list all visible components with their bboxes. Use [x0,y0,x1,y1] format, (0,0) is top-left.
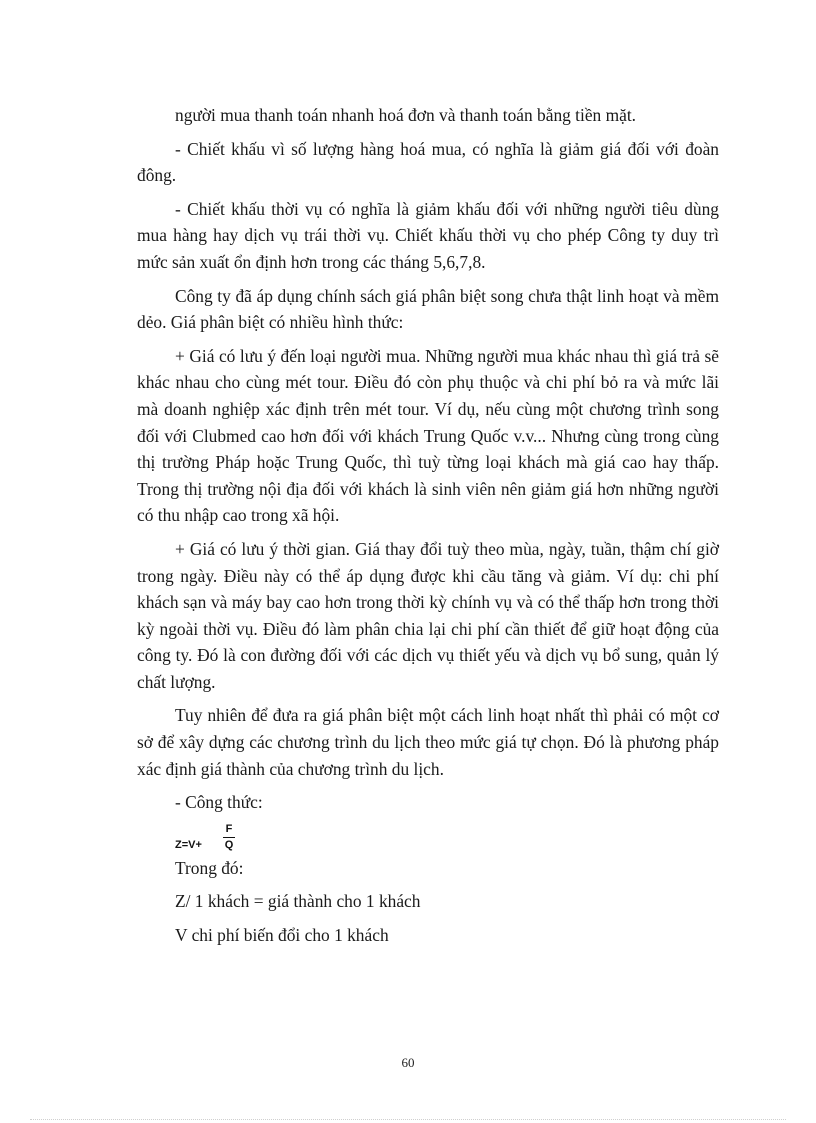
formula-lhs: Z=V+ [175,838,202,851]
formula-denominator: Q [224,838,234,851]
page-bottom-border [30,1119,786,1120]
cost-formula [175,823,719,853]
paragraph: người mua thanh toán nhanh hoá đơn và thanh toán bằng tiền mặt. [175,105,637,125]
paragraph: - Chiết khấu thời vụ có nghĩa là giảm khấu đối với những người tiêu dùng mua hàng hay dịch vụ trái thời vụ. Chiết khấu thời vụ cho phép Công ty duy trì mức sản xuất ổn định hơn trong các tháng 5,6,7,8. [137,198,719,272]
paragraph: Tuy nhiên để đưa ra giá phân biệt một cách linh hoạt nhất thì phải có một cơ sở để xây dựng các chương trình du lịch theo mức giá tự chọn. Đó là phương pháp xác định giá thành của chương trình du lịch. [137,705,719,779]
paragraph: + Giá có lưu ý thời gian. Giá thay đổi tuỳ theo mùa, ngày, tuần, thậm chí giờ trong ngày. Điều này có thể áp dụng được khi cầu tăng và giảm. Ví dụ: chi phí khách sạn và máy bay cao hơn trong thời kỳ chính vụ và có thể thấp hơn trong thời kỳ ngoài thời vụ. Điều đó làm phân chia lại chi phí cần thiết để giữ hoạt động của công ty. Đó là con đường đối với các dịch vụ thiết yếu và dịch vụ bổ sung, quản lý chất lượng. [137,538,719,692]
definition-heading: Trong đó: [175,857,244,878]
page-number: 60 [401,1055,415,1070]
paragraph: - Chiết khấu vì số lượng hàng hoá mua, có nghĩa là giảm giá đối với đoàn đông. [137,138,719,186]
formula-fraction [223,823,235,852]
fraction-bar [223,837,235,838]
document-body [137,102,719,956]
formula-numerator: F [225,822,233,835]
formula-heading: - Công thức: [175,792,263,813]
definition-line: Z/ 1 khách = giá thành cho 1 khách [175,891,421,912]
definition-line: V chi phí biến đổi cho 1 khách [175,925,389,946]
paragraph: + Giá có lưu ý đến loại người mua. Những người mua khác nhau thì giá trả sẽ khác nhau cho cùng mét tour. Điều đó còn phụ thuộc và chi phí bỏ ra và mức lãi mà doanh nghiệp xác định trên mét tour. Ví dụ, nếu cùng một chương trình song đối với Clubmed cao hơn đối với khách Trung Quốc v.v... Nhưng cùng trong cùng thị trường Pháp hoặc Trung Quốc, thì tuỳ từng loại khách mà giá cao hay thấp. Trong thị trường nội địa đối với khách là sinh viên nên giảm giá hơn những người có thu nhập cao trong xã hội. [137,345,719,526]
paragraph: Công ty đã áp dụng chính sách giá phân biệt song chưa thật linh hoạt và mềm dẻo. Giá phân biệt có nhiều hình thức: [137,285,719,333]
